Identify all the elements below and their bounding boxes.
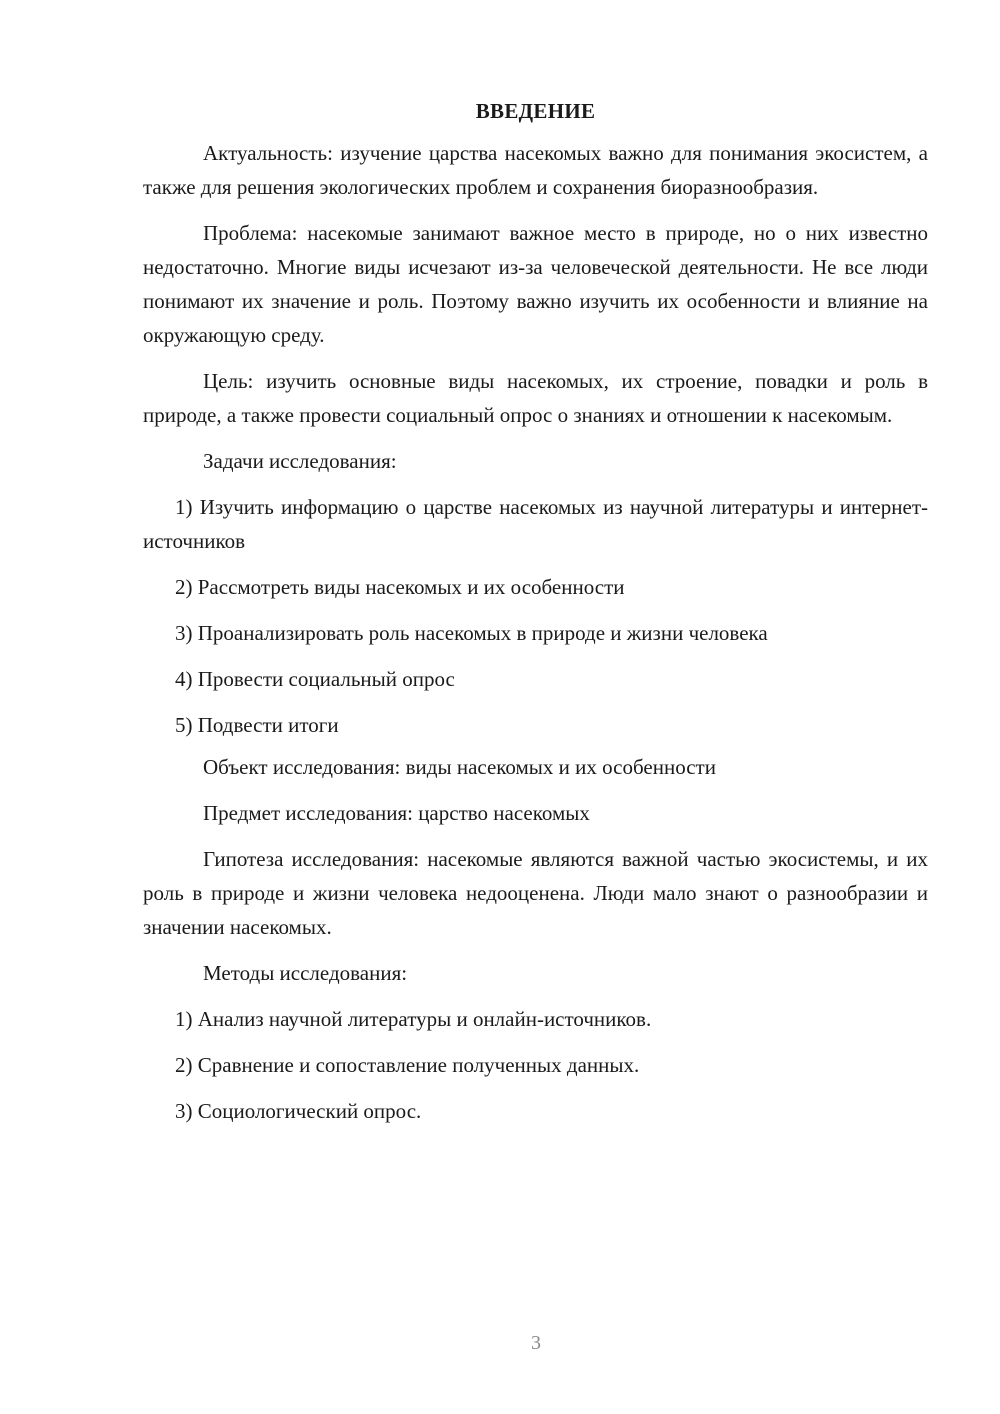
task-item-2: 2) Рассмотреть виды насекомых и их особенности xyxy=(175,575,625,599)
methods-heading: Методы исследования: xyxy=(203,961,408,985)
object-paragraph: Объект исследования: виды насекомых и их особенности xyxy=(203,755,716,779)
task-item-5: 5) Подвести итоги xyxy=(175,713,339,737)
problem-paragraph: Проблема: насекомые занимают важное место в природе, но о них известно недостаточно. Многие виды исчезают из-за человеческой деятельности. Не все люди понимают их значение и роль. Поэтому важно изучить их особенности и влияние на окружающую среду. xyxy=(143,221,928,347)
method-item-1: 1) Анализ научной литературы и онлайн-источников. xyxy=(175,1007,652,1031)
relevance-paragraph: Актуальность: изучение царства насекомых важно для понимания экосистем, а также для решения экологических проблем и сохранения биоразнообразия. xyxy=(143,141,928,199)
tasks-heading: Задачи исследования: xyxy=(203,449,397,473)
page-number: 3 xyxy=(531,1332,541,1354)
task-item-4: 4) Провести социальный опрос xyxy=(175,667,455,691)
subject-paragraph: Предмет исследования: царство насекомых xyxy=(203,801,590,825)
method-item-2: 2) Сравнение и сопоставление полученных данных. xyxy=(175,1053,640,1077)
task-item-3: 3) Проанализировать роль насекомых в природе и жизни человека xyxy=(175,621,768,645)
method-item-3: 3) Социологический опрос. xyxy=(175,1099,422,1123)
section-title: ВВЕДЕНИЕ xyxy=(475,99,596,123)
goal-paragraph: Цель: изучить основные виды насекомых, их строение, повадки и роль в природе, а также провести социальный опрос о знаниях и отношении к насекомым. xyxy=(143,369,928,427)
document-body xyxy=(143,96,928,1140)
hypothesis-paragraph: Гипотеза исследования: насекомые являются важной частью экосистемы, и их роль в природе и жизни человека недооценена. Люди мало знают о разнообразии и значении насекомых. xyxy=(143,847,928,939)
task-item-1: 1) Изучить информацию о царстве насекомых из научной литературы и интернет-источников xyxy=(143,495,928,553)
